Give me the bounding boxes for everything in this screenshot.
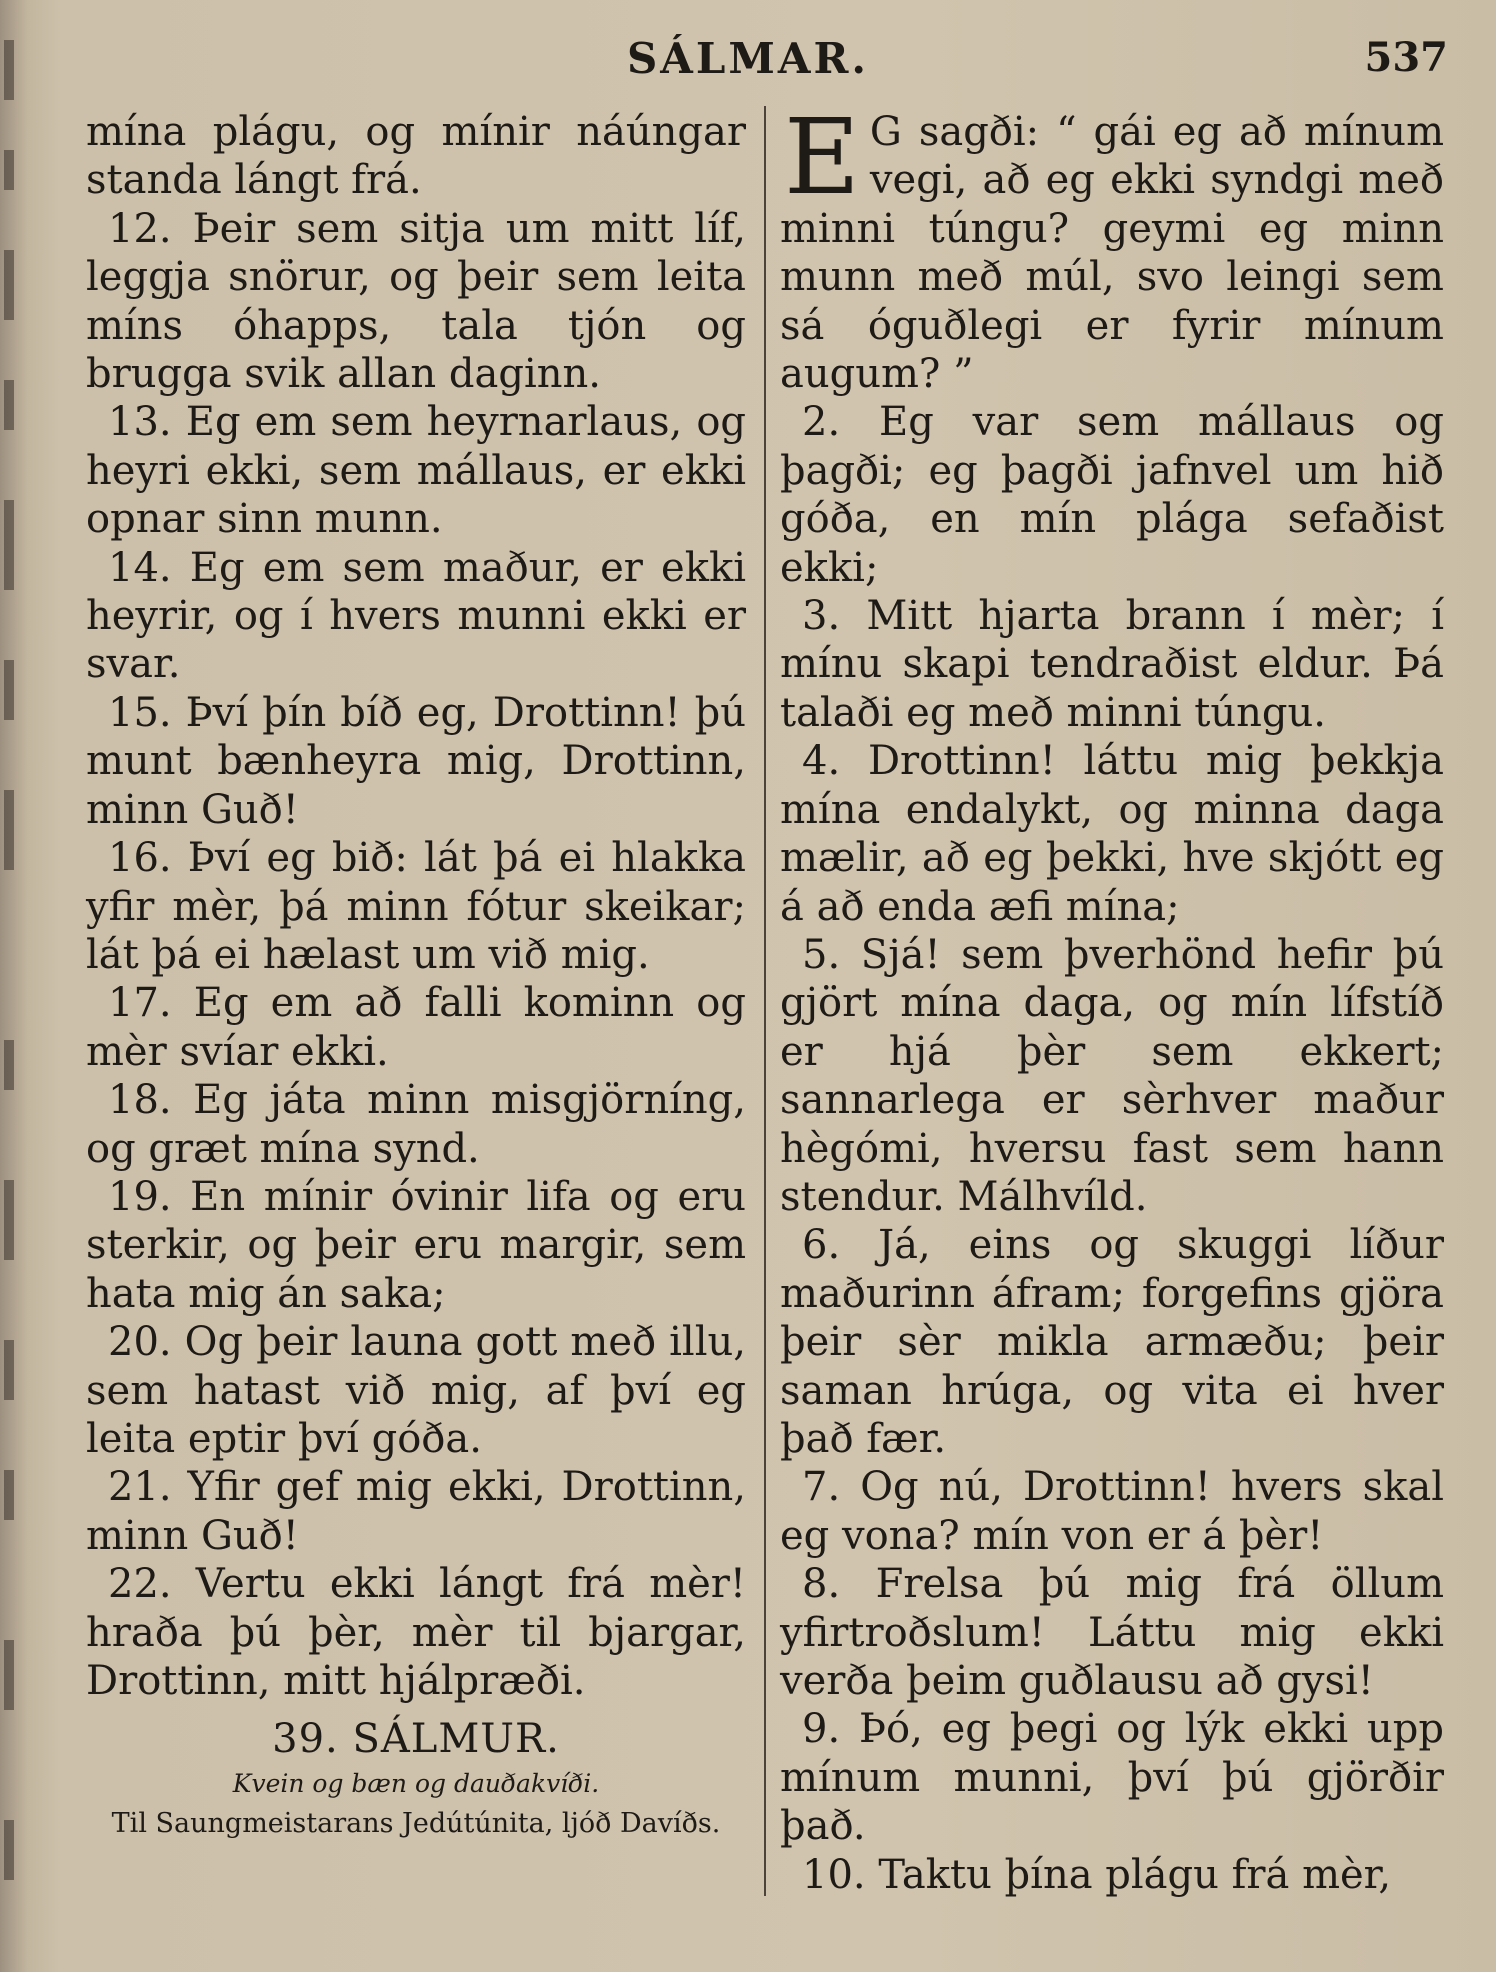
binding-edge-mark (4, 1040, 14, 1090)
binding-edge-mark (4, 1640, 14, 1710)
verse-15: 15. Því þín bíð eg, Drottinn! þú munt bænheyra mig, Drottinn, minn Guð! (86, 689, 746, 833)
verse-9: 9. Þó, eg þegi og lýk ekki upp mínum munni, því þú gjörðir það. (780, 1706, 1444, 1850)
binding-edge-mark (4, 250, 14, 320)
verse-1-text: G sagði: “ gái eg að mínum vegi, að eg ekki syndgi með minni túngu? geymi eg minn munn með múl, svo leingi sem sá óguðlegi er fyrir mínum augum? ” (780, 109, 1444, 398)
verse-2: 2. Eg var sem mállaus og þagði; eg þagði jafnvel um hið góða, en mín plága sefaðist ekki; (780, 399, 1444, 591)
binding-edge-mark (4, 150, 14, 190)
page-number: 537 (1364, 34, 1448, 81)
verse-18: 18. Eg játa minn misgjörníng, og græt mína synd. (86, 1077, 746, 1172)
verse-13: 13. Eg em sem heyrnarlaus, og heyri ekki, sem mállaus, er ekki opnar sinn munn. (86, 399, 746, 543)
verse-5: 5. Sjá! sem þverhönd hefir þú gjört mína daga, og mín lífstíð er hjá þèr sem ekkert; sannarlega er sèrhver maður hègómi, hversu fast sem hann stendur. Málhvíld. (780, 931, 1444, 1220)
verse-14: 14. Eg em sem maður, er ekki heyrir, og í hvers munni ekki er svar. (86, 544, 746, 688)
binding-edge-mark (4, 1820, 14, 1880)
verse-4: 4. Drottinn! láttu mig þekkja mína endalykt, og minna daga mælir, að eg þekki, hve skjótt eg á að enda æfi mína; (780, 738, 1444, 930)
verse-19: 19. En mínir óvinir lifa og eru sterkir, og þeir eru margir, sem hata mig án saka; (86, 1173, 746, 1317)
verse-10: 10. Taktu þína plágu frá mèr, (802, 1851, 1392, 1898)
verse-7: 7. Og nú, Drottinn! hvers skal eg vona? mín von er á þèr! (780, 1464, 1444, 1559)
binding-edge-mark (4, 380, 14, 430)
binding-edge-mark (4, 1180, 14, 1260)
right-column (780, 96, 1444, 1899)
verse-8: 8. Frelsa þú mig frá öllum yfirtroðslum! Láttu mig ekki verða þeim guðlausu að gysi! (780, 1561, 1444, 1704)
left-column (86, 108, 746, 1844)
psalm-subtitle: Kvein og bæn og dauðakvíði. (232, 1768, 600, 1798)
binding-edge-mark (4, 1470, 14, 1520)
running-header: SÁLMAR. (626, 34, 870, 83)
binding-edge-mark (4, 790, 14, 870)
verse-16: 16. Því eg bið: lát þá ei hlakka yfir mèr, þá minn fótur skeikar; lát þá ei hælast um við mig. (86, 835, 746, 978)
psalm-superscription: Til Saungmeistarans Jedútúnita, ljóð Davíðs. (111, 1807, 721, 1839)
binding-edge-mark (4, 660, 14, 720)
verse-17: 17. Eg em að falli kominn og mèr svíar ekki. (86, 980, 746, 1075)
verse-21: 21. Yfir gef mig ekki, Drottinn, minn Guð! (86, 1464, 746, 1559)
verse-continuation: mína plágu, og mínir náúngar standa lángt frá. (86, 109, 746, 204)
drop-cap: E (784, 96, 860, 218)
binding-edge-mark (4, 1340, 14, 1400)
verse-1 (780, 96, 1444, 398)
column-divider (764, 106, 766, 1896)
verse-22: 22. Vertu ekki lángt frá mèr! hraða þú þèr, mèr til bjargar, Drottinn, mitt hjálpræði. (86, 1561, 746, 1704)
verse-3: 3. Mitt hjarta brann í mèr; í mínu skapi tendraðist eldur. Þá talaði eg með minni túngu. (780, 593, 1444, 736)
verse-20: 20. Og þeir launa gott með illu, sem hatast við mig, af því eg leita eptir því góða. (86, 1319, 746, 1462)
binding-edge-mark (4, 500, 14, 590)
verse-6: 6. Já, eins og skuggi líður maðurinn áfram; forgefins gjöra þeir sèr mikla armæðu; þeir saman hrúga, og vita ei hver það fær. (780, 1222, 1444, 1462)
verse-12: 12. Þeir sem sitja um mitt líf, leggja snörur, og þeir sem leita míns óhapps, tala tjón og brugga svik allan daginn. (86, 205, 746, 398)
psalm-heading: 39. SÁLMUR. (272, 1716, 560, 1763)
